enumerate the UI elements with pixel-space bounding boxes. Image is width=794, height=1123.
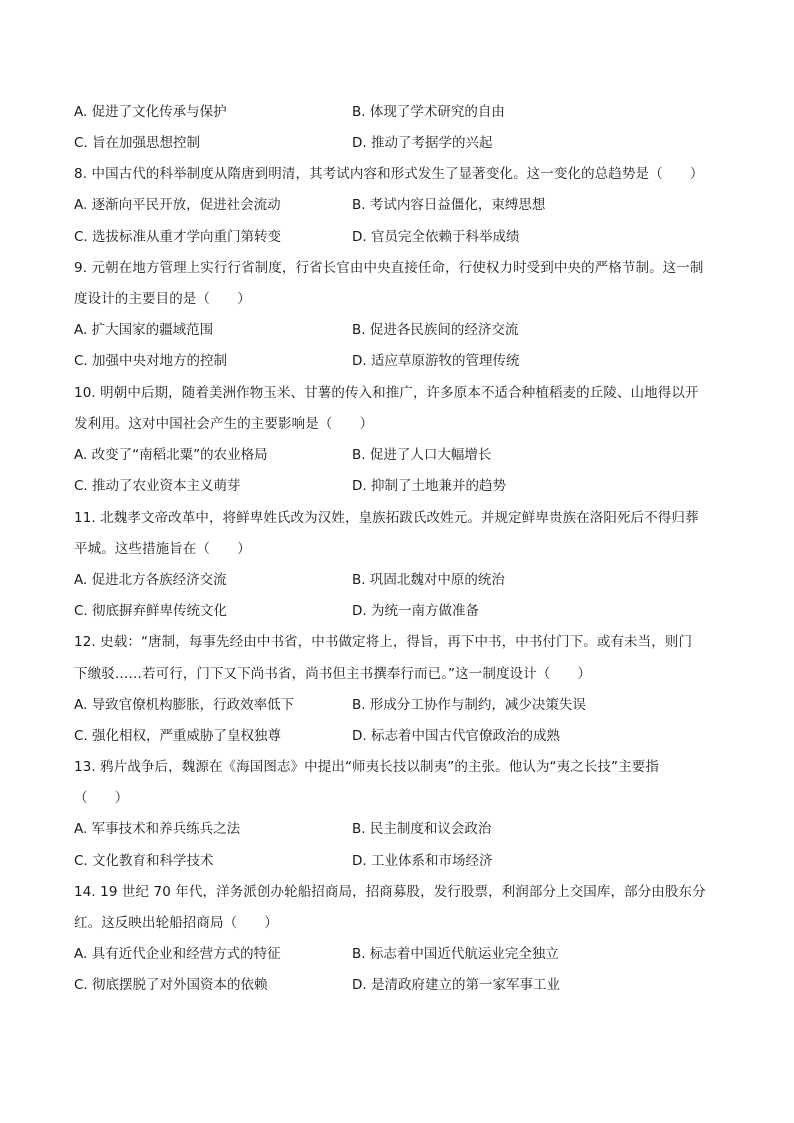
q10-stem-line-2: 发利用。这对中国社会产生的主要影响是（ ） — [74, 416, 374, 432]
q12-stem-line-1: 12. 史载：“唐制，每事先经由中书省，中书做定将上，得旨，再下中书，中书付门下。或有未当，则门 — [74, 634, 693, 650]
q13-stem-line-1: 13. 鸦片战争后，魏源在《海国图志》中提出“师夷长技以制夷”的主张。他认为“夷之长技”主要指 — [74, 759, 659, 775]
q13-option-c: C. 文化教育和科学技术 — [74, 853, 214, 869]
q9-option-b: B. 促进各民族间的经济交流 — [352, 322, 519, 338]
q8-stem-line-1: 8. 中国古代的科举制度从隋唐到明清，其考试内容和形式发生了显著变化。这一变化的总趋势是（ ） — [74, 166, 704, 182]
q7-option-c: C. 旨在加强思想控制 — [74, 135, 201, 151]
q12-option-a: A. 导致官僚机构膨胀，行政效率低下 — [74, 697, 295, 713]
q11-stem-line-2: 平城。这些措施旨在（ ） — [74, 541, 251, 557]
q9-option-d: D. 适应草原游牧的管理传统 — [352, 353, 520, 369]
q12-option-b: B. 形成分工协作与制约，减少决策失误 — [352, 697, 586, 713]
q10-option-d: D. 抑制了土地兼并的趋势 — [352, 478, 506, 494]
q10-option-c: C. 推动了农业资本主义萌芽 — [74, 478, 241, 494]
q13-option-d: D. 工业体系和市场经济 — [352, 853, 493, 869]
q12-option-d: D. 标志着中国古代官僚政治的成熟 — [352, 728, 560, 744]
q11-stem-line-1: 11. 北魏孝文帝改革中，将鲜卑姓氏改为汉姓，皇族拓跋氏改姓元。并规定鲜卑贵族在洛阳死后不得归葬 — [74, 510, 699, 526]
q11-option-a: A. 促进北方各族经济交流 — [74, 572, 227, 588]
q7-option-d: D. 推动了考据学的兴起 — [352, 135, 493, 151]
q14-option-c: C. 彻底摆脱了对外国资本的依赖 — [74, 977, 268, 993]
q11-option-c: C. 彻底摒弃鲜卑传统文化 — [74, 603, 228, 619]
q9-option-c: C. 加强中央对地方的控制 — [74, 353, 228, 369]
q8-option-d: D. 官员完全依赖于科举成绩 — [352, 229, 520, 245]
q13-stem-line-2: （ ） — [74, 790, 129, 806]
q8-option-b: B. 考试内容日益僵化，束缚思想 — [352, 197, 546, 213]
q12-option-c: C. 强化相权，严重威胁了皇权独尊 — [74, 728, 282, 744]
q9-stem-line-1: 9. 元朝在地方管理上实行行省制度，行省长官由中央直接任命，行使权力时受到中央的严格节制。这一制 — [74, 260, 704, 276]
q11-option-b: B. 巩固北魏对中原的统治 — [352, 572, 505, 588]
q13-option-a: A. 军事技术和养兵练兵之法 — [74, 821, 241, 837]
q14-stem-line-1: 14. 19 世纪 70 年代，洋务派创办轮船招商局，招商募股，发行股票，利润部分上交国库，部分由股东分 — [74, 884, 706, 900]
q7-option-a: A. 促进了文化传承与保护 — [74, 104, 227, 120]
q14-option-d: D. 是清政府建立的第一家军事工业 — [352, 977, 560, 993]
q14-option-b: B. 标志着中国近代航运业完全独立 — [352, 946, 559, 962]
q9-option-a: A. 扩大国家的疆域范围 — [74, 322, 214, 338]
q10-stem-line-1: 10. 明朝中后期，随着美洲作物玉米、甘薯的传入和推广，许多原本不适合种植稻麦的丘陵、山地得以开 — [74, 385, 699, 401]
q9-stem-line-2: 度设计的主要目的是（ ） — [74, 291, 251, 307]
q11-option-d: D. 为统一南方做准备 — [352, 603, 479, 619]
q10-option-a: A. 改变了“南稻北粟”的农业格局 — [74, 447, 268, 463]
q13-option-b: B. 民主制度和议会政治 — [352, 821, 492, 837]
q14-option-a: A. 具有近代企业和经营方式的特征 — [74, 946, 281, 962]
q8-option-c: C. 选拔标准从重才学向重门第转变 — [74, 229, 282, 245]
q8-option-a: A. 逐渐向平民开放，促进社会流动 — [74, 197, 281, 213]
q12-stem-line-2: 下缴驳……若可行，门下又下尚书省，尚书但主书撰奉行而已。”这一制度设计（ ） — [74, 666, 592, 682]
q10-option-b: B. 促进了人口大幅增长 — [352, 447, 492, 463]
q7-option-b: B. 体现了学术研究的自由 — [352, 104, 505, 120]
q14-stem-line-2: 红。这反映出轮船招商局（ ） — [74, 915, 278, 931]
